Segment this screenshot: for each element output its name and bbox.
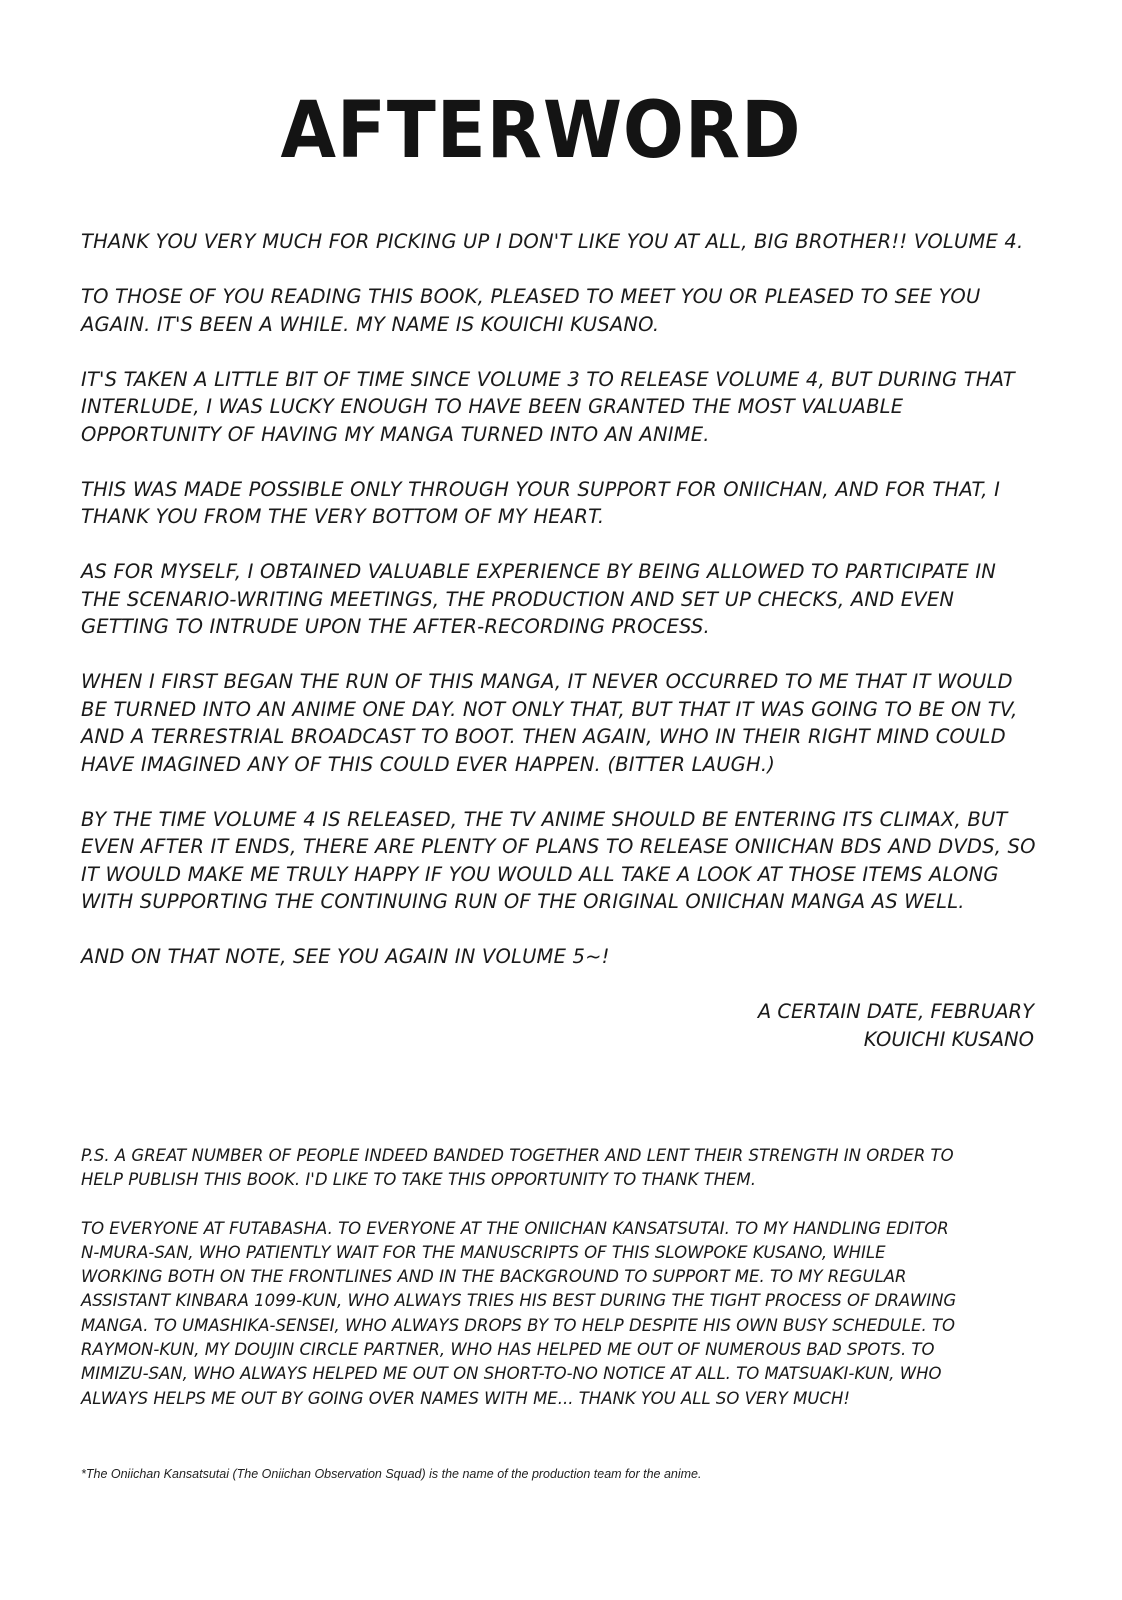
paragraph: THANK YOU VERY MUCH FOR PICKING UP I DON'T LIKE YOU AT ALL, BIG BROTHER!! VOLUME 4. [81, 230, 1024, 253]
paragraph: IT'S TAKEN A LITTLE BIT OF TIME SINCE VOLUME 3 TO RELEASE VOLUME 4, BUT DURING THAT INTERLUDE, I WAS LUCKY ENOUGH TO HAVE BEEN GRANTED THE MOST VALUABLE OPPORTUNITY OF HAVING MY MANGA TURNED INTO AN ANIME. [81, 367, 1015, 446]
page-title: AFTERWORD [280, 86, 802, 176]
signature-author: KOUICHI KUSANO [863, 1027, 1034, 1051]
ps-paragraph: TO EVERYONE AT FUTABASHA. TO EVERYONE AT THE ONIICHAN KANSATSUTAI. TO MY HANDLING EDITOR N-MURA-SAN, WHO PATIENTLY WAIT FOR THE MANUSCRIPTS OF THIS SLOWPOKE KUSANO, WHILE WORKING BOTH ON THE FRONTLINES AND IN THE BACKGROUND TO SUPPORT ME. TO MY REGULAR ASSISTANT KINBARA 1099-KUN, WHO ALWAYS TRIES HIS BEST DURING THE TIGHT PROCESS OF DRAWING MANGA. TO UMASHIKA-SENSEI, WHO ALWAYS DROPS BY TO HELP DESPITE HIS OWN BUSY SCHEDULE. TO RAYMON-KUN, MY DOUJIN CIRCLE PARTNER, WHO HAS HELPED ME OUT OF NUMEROUS BAD SPOTS. TO MIMIZU-SAN, WHO ALWAYS HELPED ME OUT ON SHORT-TO-NO NOTICE AT ALL. TO MATSUAKI-KUN, WHO ALWAYS HELPS ME OUT BY GOING OVER NAMES WITH ME... THANK YOU ALL SO VERY MUCH! [81, 1218, 957, 1408]
paragraph: WHEN I FIRST BEGAN THE RUN OF THIS MANGA, IT NEVER OCCURRED TO ME THAT IT WOULD BE TURNED INTO AN ANIME ONE DAY. NOT ONLY THAT, BUT THAT IT WAS GOING TO BE ON TV, AND A TERRESTRIAL BROADCAST TO BOOT. THEN AGAIN, WHO IN THEIR RIGHT MIND COULD HAVE IMAGINED ANY OF THIS COULD EVER HAPPEN. (BITTER LAUGH.) [81, 670, 1018, 776]
paragraph: TO THOSE OF YOU READING THIS BOOK, PLEASED TO MEET YOU OR PLEASED TO SEE YOU AGAIN. IT'S BEEN A WHILE. MY NAME IS KOUICHI KUSANO. [81, 285, 981, 336]
paragraph: AND ON THAT NOTE, SEE YOU AGAIN IN VOLUME 5~! [81, 945, 610, 968]
signature [758, 998, 1034, 1053]
paragraph: AS FOR MYSELF, I OBTAINED VALUABLE EXPERIENCE BY BEING ALLOWED TO PARTICIPATE IN THE SCENARIO-WRITING MEETINGS, THE PRODUCTION AND SET UP CHECKS, AND EVEN GETTING TO INTRUDE UPON THE AFTER-RECORDING PROCESS. [81, 560, 997, 638]
paragraph: THIS WAS MADE POSSIBLE ONLY THROUGH YOUR SUPPORT FOR ONIICHAN, AND FOR THAT, I THANK YOU FROM THE VERY BOTTOM OF MY HEART. [81, 477, 1001, 528]
postscript [81, 1144, 961, 1435]
afterword-body [81, 228, 1036, 998]
ps-paragraph: P.S. A GREAT NUMBER OF PEOPLE INDEED BANDED TOGETHER AND LENT THEIR STRENGTH IN ORDER TO HELP PUBLISH THIS BOOK. I'D LIKE TO TAKE THIS OPPORTUNITY TO THANK THEM. [81, 1146, 954, 1190]
signature-date: A CERTAIN DATE, FEBRUARY [757, 1000, 1034, 1023]
paragraph: BY THE TIME VOLUME 4 IS RELEASED, THE TV ANIME SHOULD BE ENTERING ITS CLIMAX, BUT EVEN AFTER IT ENDS, THERE ARE PLENTY OF PLANS TO RELEASE ONIICHAN BDS AND DVDS, SO IT WOULD MAKE ME TRULY HAPPY IF YOU WOULD ALL TAKE A LOOK AT THOSE ITEMS ALONG WITH SUPPORTING THE CONTINUING RUN OF THE ORIGINAL ONIICHAN MANGA AS WELL. [81, 807, 1036, 913]
footnote: *The Oniichan Kansatsutai (The Oniichan Observation Squad) is the name of the production team for the anime. [81, 1467, 702, 1481]
